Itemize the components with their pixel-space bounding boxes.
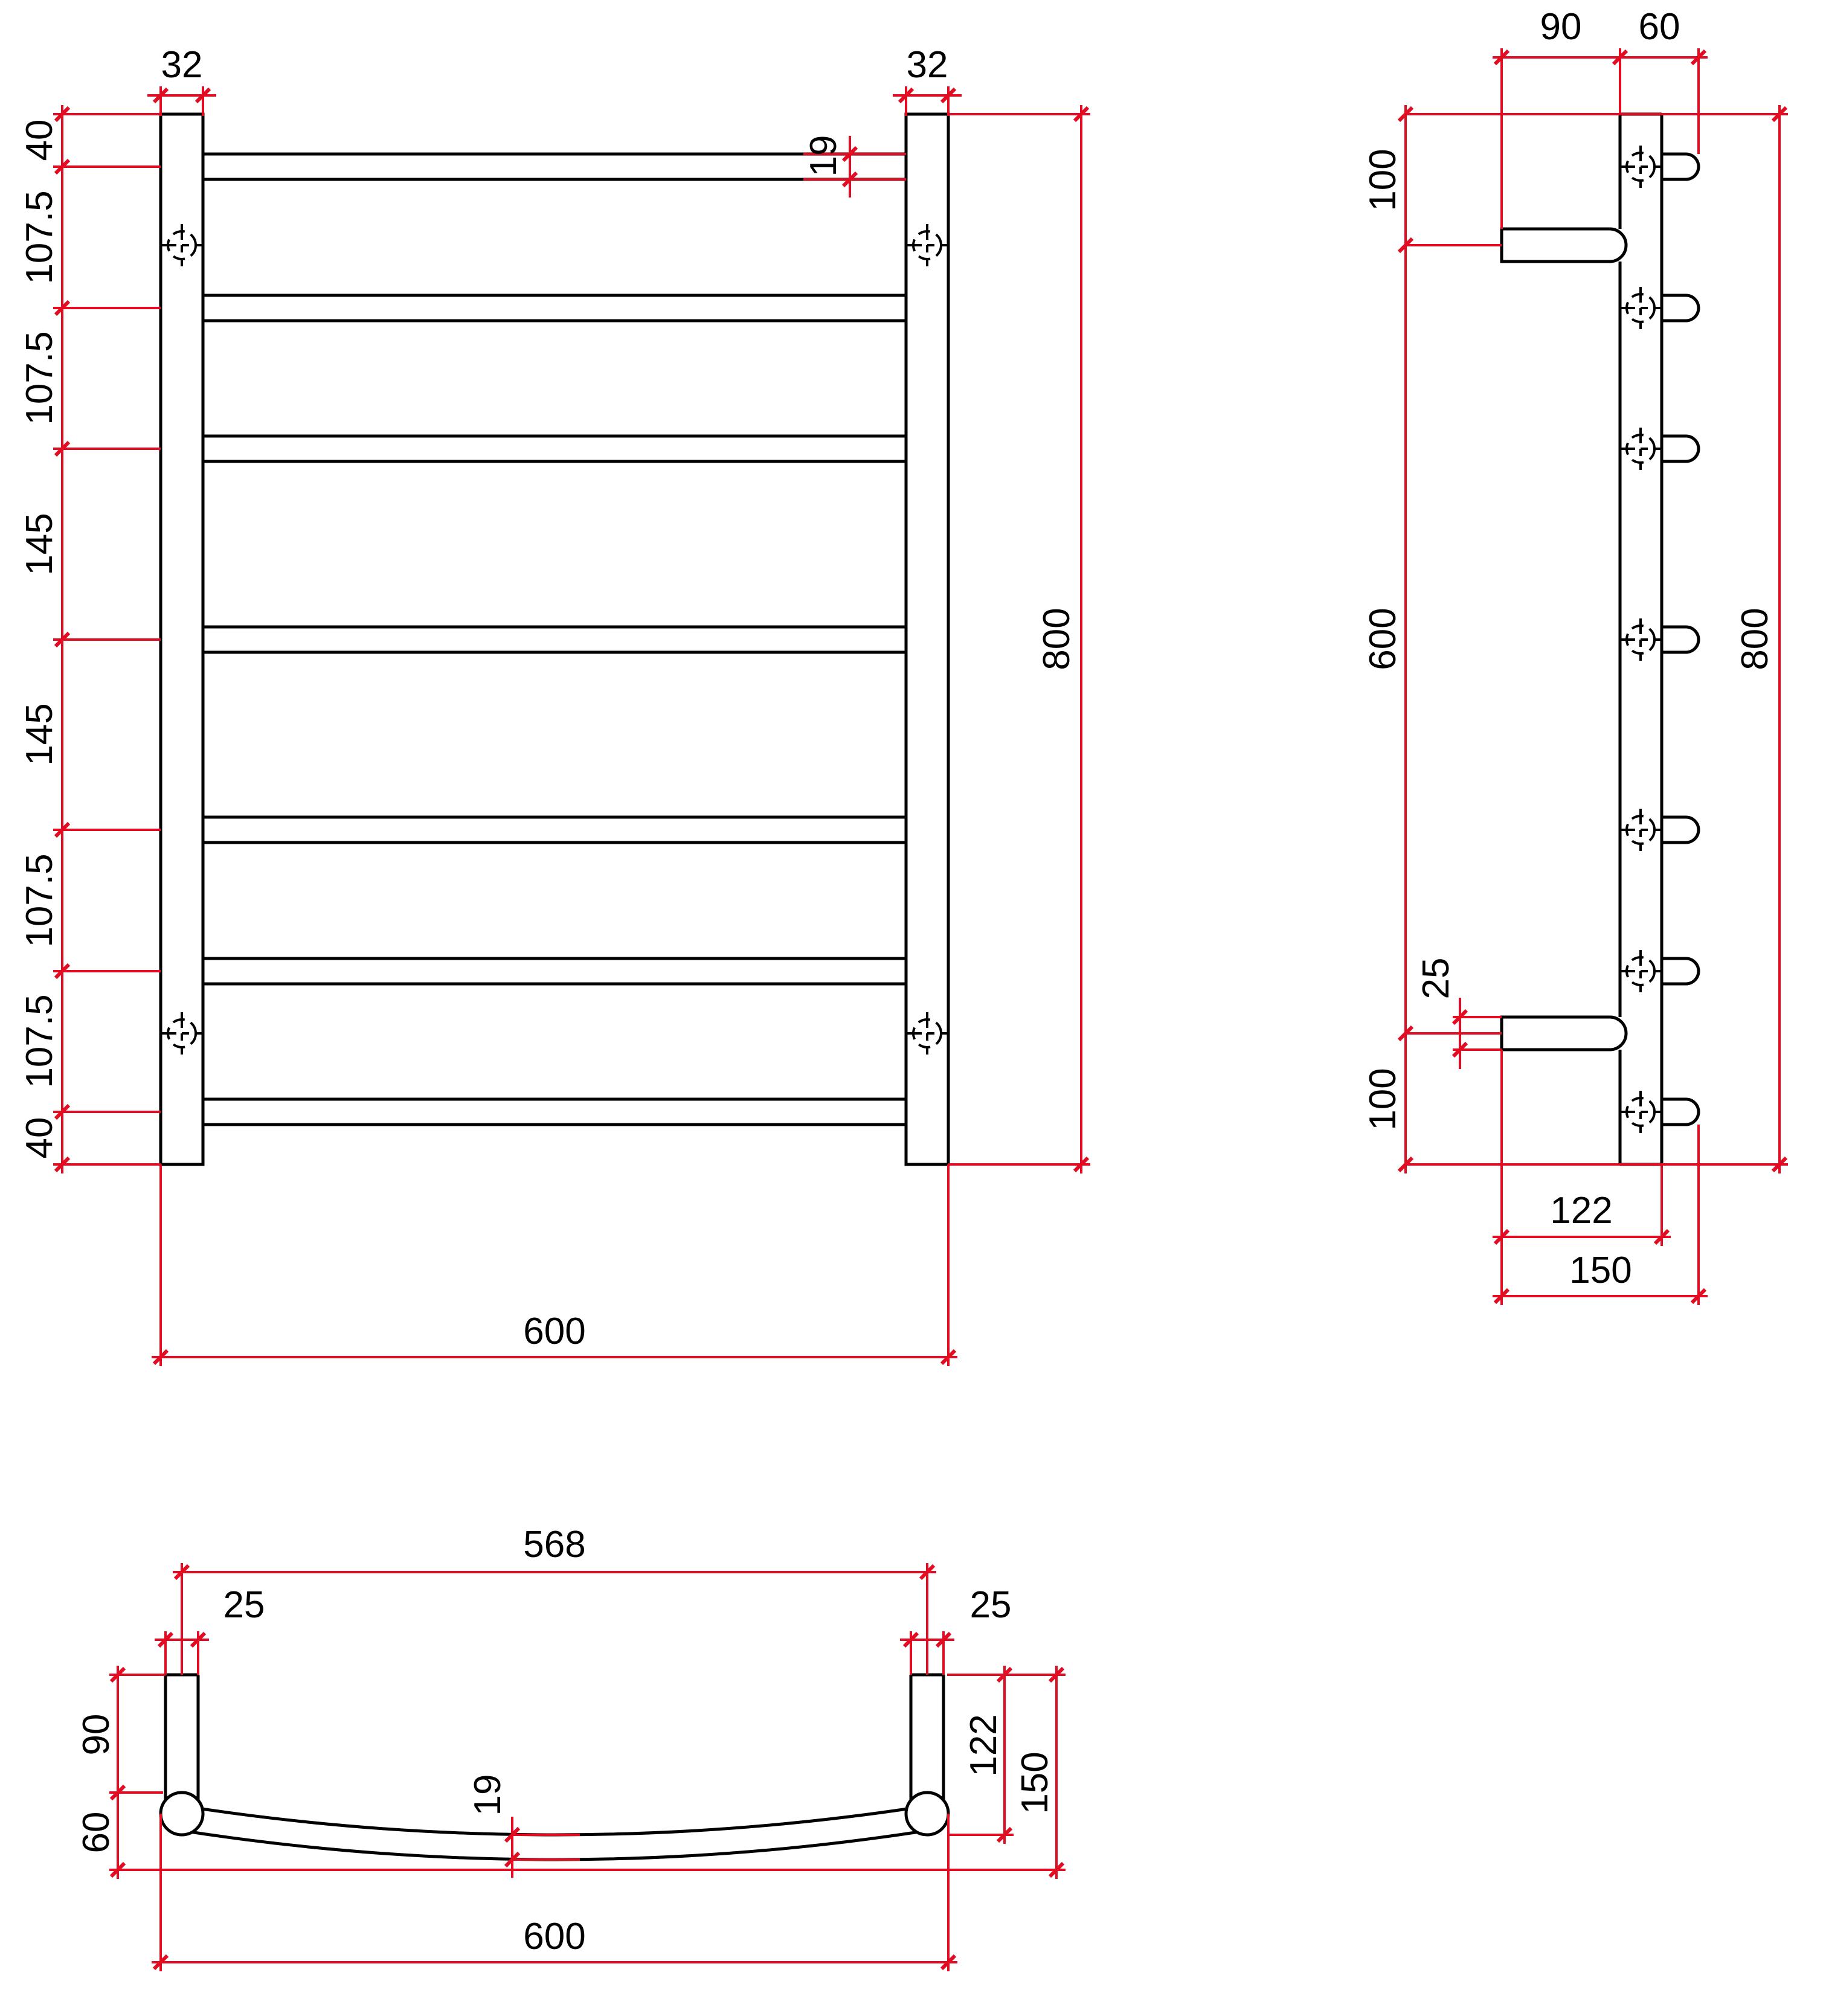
side-top-bracket [1502,229,1626,262]
dim-label: 100 [1362,1068,1404,1131]
dim-label: 100 [1362,149,1404,211]
dim-label: 25 [223,1584,265,1626]
dim-label: 150 [1569,1250,1632,1291]
dim-label: 145 [19,703,60,766]
dim-label: 600 [523,1916,586,1957]
dim-label: 107.5 [19,994,60,1088]
dim-label: 150 [1014,1751,1056,1814]
dim-label: 40 [19,119,60,161]
dim-label: 90 [1540,6,1582,48]
dim-label: 19 [467,1774,509,1816]
dim-label: 800 [1036,608,1078,670]
dim-label: 122 [963,1714,1005,1777]
dim-label: 107.5 [19,853,60,948]
dim-label: 122 [1550,1190,1613,1231]
dim-label: 32 [906,44,948,86]
dim-label: 600 [523,1311,586,1352]
dim-label: 60 [76,1811,117,1854]
dim-label: 25 [969,1584,1012,1626]
dim-label: 90 [76,1713,117,1756]
dim-label: 32 [161,44,203,86]
dim-label: 60 [1638,6,1680,48]
dim-label: 19 [803,135,844,177]
dim-label: 107.5 [19,190,60,284]
front-right-post [906,114,948,1164]
dim-label: 800 [1734,608,1776,670]
side-bottom-bracket [1502,1017,1626,1050]
plan-right-post [906,1793,948,1835]
dim-label: 40 [19,1117,60,1159]
dim-label: 25 [1415,957,1457,1000]
dim-label: 145 [19,513,60,576]
front-left-post [161,114,203,1164]
dim-label: 600 [1362,608,1404,670]
dim-label: 568 [523,1524,586,1565]
plan-left-post [161,1793,203,1835]
dim-label: 107.5 [19,331,60,425]
